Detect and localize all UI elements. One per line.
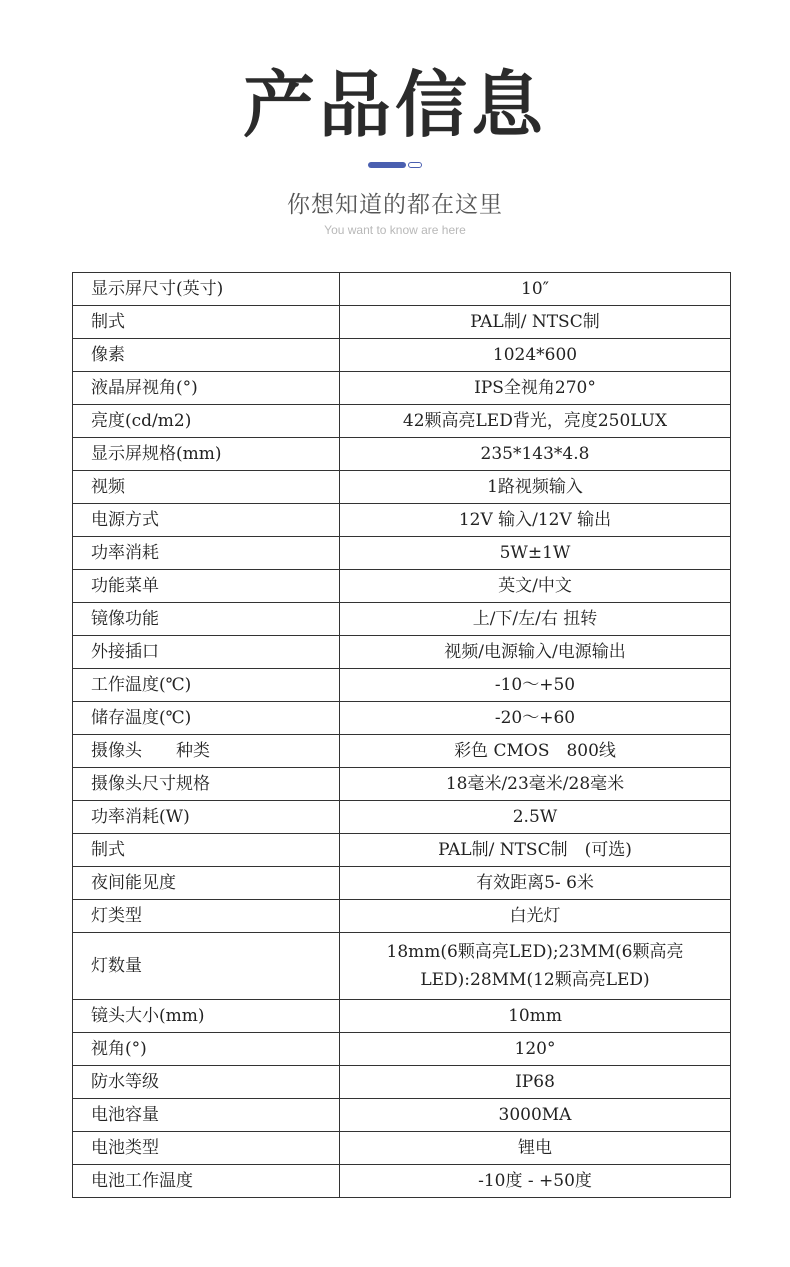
- spec-value: IP68: [340, 1066, 731, 1099]
- spec-label: 功率消耗: [73, 537, 340, 570]
- spec-value: 2.5W: [340, 801, 731, 834]
- table-row: [73, 735, 731, 768]
- table-row: [73, 603, 731, 636]
- spec-value: 18mm(6颗高亮LED);23MM(6颗高亮LED):28MM(12颗高亮LED): [340, 933, 731, 1000]
- spec-value: 1024*600: [340, 339, 731, 372]
- spec-label: 制式: [73, 306, 340, 339]
- spec-label: 防水等级: [73, 1066, 340, 1099]
- spec-value: -10度 - +50度: [340, 1165, 731, 1198]
- spec-value: 10″: [340, 273, 731, 306]
- spec-label: 功率消耗(W): [73, 801, 340, 834]
- spec-label: 镜头大小(mm): [73, 1000, 340, 1033]
- spec-value: 42颗高亮LED背光，亮度250LUX: [340, 405, 731, 438]
- spec-value: 5W±1W: [340, 537, 731, 570]
- table-row: [73, 636, 731, 669]
- spec-value: 锂电: [340, 1132, 731, 1165]
- spec-label: 电池类型: [73, 1132, 340, 1165]
- spec-label: 摄像头尺寸规格: [73, 768, 340, 801]
- page-subtitle: 你想知道的都在这里: [287, 192, 503, 218]
- table-row: [73, 933, 731, 1000]
- table-row: [73, 768, 731, 801]
- spec-value: 12V 输入/12V 输出: [340, 504, 731, 537]
- spec-value: 18毫米/23毫米/28毫米: [340, 768, 731, 801]
- spec-label: 视角(°): [73, 1033, 340, 1066]
- table-row: [73, 471, 731, 504]
- spec-label: 液晶屏视角(°): [73, 372, 340, 405]
- title-divider: [368, 161, 422, 170]
- spec-value: 3000MA: [340, 1099, 731, 1132]
- spec-value: 上/下/左/右 扭转: [340, 603, 731, 636]
- spec-value: 英文/中文: [340, 570, 731, 603]
- spec-label: 灯类型: [73, 900, 340, 933]
- spec-label: 电池工作温度: [73, 1165, 340, 1198]
- spec-label: 显示屏尺寸(英寸): [73, 273, 340, 306]
- spec-table-body: [73, 273, 731, 1198]
- spec-label: 工作温度(℃): [73, 669, 340, 702]
- spec-table: [72, 272, 731, 1198]
- table-row: [73, 339, 731, 372]
- spec-value: IPS全视角270°: [340, 372, 731, 405]
- table-row: [73, 900, 731, 933]
- table-row: [73, 372, 731, 405]
- table-row: [73, 306, 731, 339]
- table-row: [73, 669, 731, 702]
- divider-bar: [368, 162, 406, 168]
- spec-label: 功能菜单: [73, 570, 340, 603]
- spec-value: -10～+50: [340, 669, 731, 702]
- table-row: [73, 834, 731, 867]
- table-row: [73, 867, 731, 900]
- spec-label: 亮度(cd/m2): [73, 405, 340, 438]
- spec-label: 电源方式: [73, 504, 340, 537]
- spec-value: 10mm: [340, 1000, 731, 1033]
- spec-label: 像素: [73, 339, 340, 372]
- spec-value: 120°: [340, 1033, 731, 1066]
- page-title: 产品信息: [242, 63, 547, 147]
- spec-label: 视频: [73, 471, 340, 504]
- page-header: [0, 0, 790, 270]
- spec-value: PAL制/ NTSC制 (可选): [340, 834, 731, 867]
- table-row: [73, 801, 731, 834]
- table-row: [73, 273, 731, 306]
- spec-value: 彩色 CMOS 800线: [340, 735, 731, 768]
- page-subtitle-english: You want to know are here: [324, 223, 466, 237]
- spec-value: 有效距离5- 6米: [340, 867, 731, 900]
- table-row: [73, 1132, 731, 1165]
- spec-value: 视频/电源输入/电源输出: [340, 636, 731, 669]
- spec-label: 外接插口: [73, 636, 340, 669]
- table-row: [73, 537, 731, 570]
- spec-label: 灯数量: [73, 933, 340, 1000]
- table-row: [73, 405, 731, 438]
- spec-label: 镜像功能: [73, 603, 340, 636]
- table-row: [73, 1033, 731, 1066]
- spec-value: 235*143*4.8: [340, 438, 731, 471]
- table-row: [73, 1000, 731, 1033]
- spec-value: 1路视频输入: [340, 471, 731, 504]
- table-row: [73, 1165, 731, 1198]
- table-row: [73, 1099, 731, 1132]
- table-row: [73, 504, 731, 537]
- spec-label: 制式: [73, 834, 340, 867]
- spec-value: PAL制/ NTSC制: [340, 306, 731, 339]
- table-row: [73, 438, 731, 471]
- table-row: [73, 570, 731, 603]
- table-row: [73, 1066, 731, 1099]
- table-row: [73, 702, 731, 735]
- spec-label: 夜间能见度: [73, 867, 340, 900]
- spec-label: 摄像头 种类: [73, 735, 340, 768]
- spec-label: 电池容量: [73, 1099, 340, 1132]
- spec-value: 白光灯: [340, 900, 731, 933]
- spec-label: 显示屏规格(mm): [73, 438, 340, 471]
- spec-value: -20～+60: [340, 702, 731, 735]
- spec-label: 储存温度(℃): [73, 702, 340, 735]
- divider-pill: [408, 162, 422, 168]
